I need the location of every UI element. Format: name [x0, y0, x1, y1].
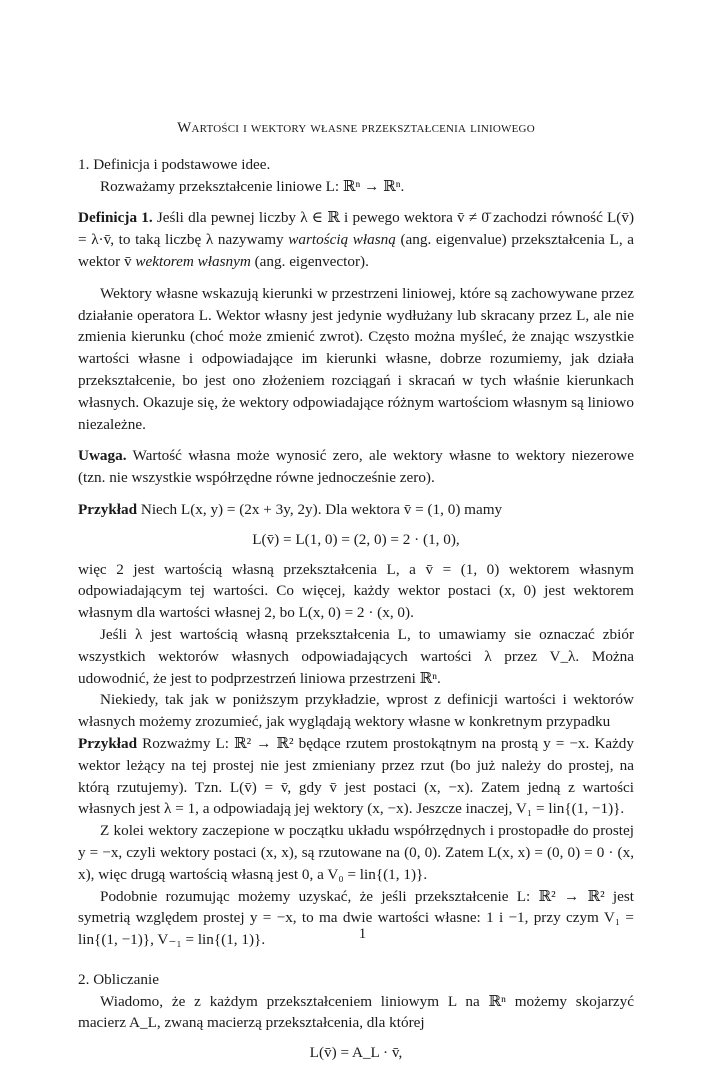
example-1-equation: L(v̄) = L(1, 0) = (2, 0) = 2 · (1, 0), [252, 530, 460, 548]
section-1-heading: 1. Definicja i podstawowe idee. [78, 155, 271, 173]
example-2-paragraph-3: Podobnie rozumując możemy uzyskać, że jeśli przekształcenie L: ℝ² → ℝ² jest symetrią względem prostej y = −x, to ma dwie wartości własne: 1 i −1, przy czym V₁ = lin{(1, −1)}, V₋₁ = lin{(1, 1)}. [78, 887, 634, 949]
remark-text: Wartość własna może wynosić zero, ale wektory własne to wektory niezerowe (tzn. nie wszystkie współrzędne równe jednocześnie zero). [78, 447, 634, 487]
example-1-text: Niech L(x, y) = (2x + 3y, 2y). Dla wektora v̄ = (1, 0) mamy [137, 500, 503, 518]
example-2-paragraph-2: Z kolei wektory zaczepione w początku układu współrzędnych i prostopadłe do prostej y = −x, czyli wektory postaci (x, x), są rzutowane na (0, 0). Zatem L(x, x) = (0, 0) = 0 · (x, x), więc drugą wartością własną jest 0, a V₀ = lin{(1, 1)}. [78, 822, 634, 883]
section-1-intro: Rozważamy przekształcenie liniowe L: ℝⁿ → ℝⁿ. [100, 177, 405, 195]
document-title: Wartości i wektory własne przekształcenia liniowego [177, 120, 535, 136]
definition-text-a: Jeśli dla pewnej liczby λ ∈ ℝ i pewego wektora v̄ ≠ 0̄ zachodzi równość L(v̄) = λ·v̄, to taką liczbę λ nazywamy [78, 209, 635, 249]
definition-term-eigenvalue: wartością własną [288, 231, 396, 249]
definition-1 [78, 207, 634, 272]
paragraph-sometimes: Niekiedy, tak jak w poniższym przykładzie, wprost z definicji wartości i wektorów własnych możemy zrozumieć, jak wyglądają wektory własne w konkretnym przypadku [78, 691, 634, 731]
paragraph-eigen: Wektory własne wskazują kierunki w przestrzeni liniowej, które są zachowywane przez działanie operatora L. Wektor własny jest jedynie wydłużany lub skracany przez L, ale nie zmienia kierunku (choć może zmienić zwrot). Często można myśleć, że znając wszystkie wartości własne i odpowiadające im kierunki własne, dobrze rozumiemy, jak działa przekształcenie, bo jest ono złożeniem rozciągań i skracań w tych właśnie kierunkach własnych. Okazuje się, że wektory odpowiadające różnym wartościom własnym są liniowo niezależne. [78, 284, 634, 433]
example-2-label: Przykład [78, 734, 138, 752]
example-1-after: więc 2 jest wartością własną przekształcenia L, a v̄ = (1, 0) wektorem własnym odpowiadającym tej wartości. Co więcej, każdy wektor postaci (x, 0) jest wektorem własnym dla wartości własnej 2, bo L(x, 0) = 2 · (x, 0). [78, 560, 634, 622]
page-number: 1 [358, 926, 367, 942]
definition-label: Definicja 1. [78, 209, 153, 227]
remark [78, 445, 634, 489]
definition-text-c: (ang. eigenvector). [250, 252, 369, 270]
section-2-heading: 2. Obliczanie [78, 970, 159, 988]
paragraph-subspace: Jeśli λ jest wartością własną przekształcenia L, to umawiamy sie oznaczać zbiór wszystkich wektorów własnych odpowiadających wartości λ przez V_λ. Można udowodnić, że jest to podprzestrzeń liniowa przestrzeni ℝⁿ. [78, 625, 634, 687]
example-1-label: Przykład [78, 500, 138, 518]
definition-text-b: (ang. eigenvalue) przekształcenia L, a wektor v̄ [78, 231, 634, 270]
remark-label: Uwaga. [78, 447, 127, 465]
example-2-text: Rozważmy L: ℝ² → ℝ² będące rzutem prostokątnym na prostą y = −x. Każdy wektor leżący na tej prostej nie jest zmieniany przez rzut (bo już należy do prostej, na którą rzutujemy). Tzn. L(v̄) = v̄, gdy v̄ jest postaci (x, −x). Zatem jedną z wartości własnych jest λ = 1, a odpowiadają jej wektory (x, −x). Jeszcze inaczej, V₁ = lin{(1, −1)}. [78, 734, 634, 818]
section-2-text: Wiadomo, że z każdym przekształceniem liniowym L na ℝⁿ możemy skojarzyć macierz A_L, zwaną macierzą przekształcenia, dla której [78, 992, 634, 1032]
example-2 [78, 733, 634, 820]
section-2-equation: L(v̄) = A_L · v̄, [309, 1044, 403, 1062]
example-1 [78, 499, 634, 521]
definition-term-eigenvector: wektorem własnym [135, 252, 251, 270]
